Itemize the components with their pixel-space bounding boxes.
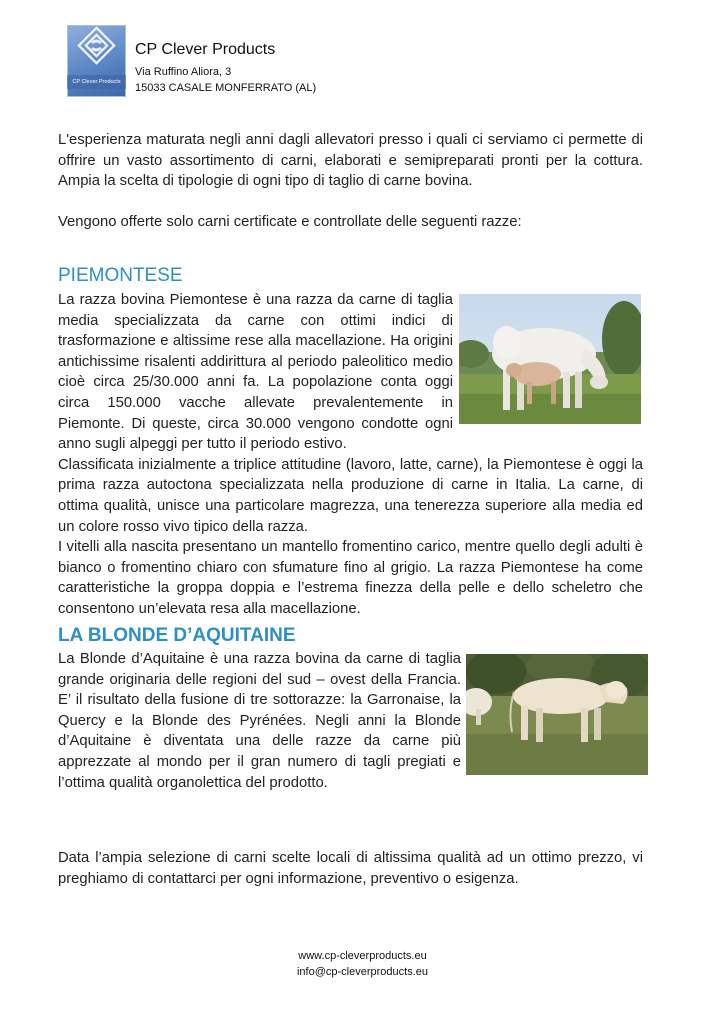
piemontese-paragraph-3: I vitelli alla nascita presentano un mantello fromentino carico, mentre quello degli adulti è bianco o fromentino chiaro con sfumature fino al grigio. La razza Piemontese ha come caratteristiche la groppa doppia e l’estrema finezza della pelle e dello scheletro che consentono un’elevata resa alla macellazione. xyxy=(58,539,643,617)
address-city: 15033 CASALE MONFERRATO (AL) xyxy=(135,82,317,94)
section-title-blonde: LA BLONDE D’AQUITAINE xyxy=(58,625,296,646)
intro-paragraph: L'esperienza maturata negli anni dagli allevatori presso i quali ci serviamo ci permette di offrire un vasto assortimento di carni, elaborati e semipreparati pronti per la cottura. Ampia la scelta di tipologie di ogni tipo di taglio di carne bovina. xyxy=(58,132,643,190)
piemontese-paragraph-1: La razza bovina Piemontese è una razza da carne di taglia media specializzata da carne con ottimi indici di trasformazione e altissime rese alla macellazione. Ha origini antichissime risalenti addirittura al periodo paleolitico medio cioè circa 25/30.000 anni fa. La popolazione conta oggi circa 150.000 vacche allevate prevalentemente in Piemonte. Di queste, circa 30.000 vengono condotte ogni anno sugli alpeggi per tutto il periodo estivo. xyxy=(58,292,453,453)
logo-text: CP Clever Products xyxy=(72,79,121,85)
intro-subline: Vengono offerte solo carni certificate e controllate delle seguenti razze: xyxy=(58,214,522,230)
section-title-piemontese: PIEMONTESE xyxy=(58,265,183,286)
piemontese-cow-photo xyxy=(459,294,641,424)
logo-mark-icon xyxy=(67,25,126,97)
address-street: Via Ruffino Aliora, 3 xyxy=(135,66,232,78)
company-logo xyxy=(67,25,126,97)
company-name: CP Clever Products xyxy=(135,41,276,58)
piemontese-paragraph-2: Classificata inizialmente a triplice attitudine (lavoro, latte, carne), la Piemontese è oggi la prima razza autoctona specializzata nella produzione di carne in Italia. La carne, di ottima qualità, unisce una particolare magrezza, una tenerezza superiore alla media ed un colore rosso vivo tipico della razza. xyxy=(58,456,643,535)
closing-paragraph: Data l’ampia selezione di carni scelte locali di altissima qualità ad un ottimo prezzo, vi preghiamo di contattarci per ogni informazione, preventivo o esigenza. xyxy=(58,850,643,887)
footer-website[interactable]: www.cp-cleverproducts.eu xyxy=(298,950,427,962)
blonde-cow-photo xyxy=(466,654,648,775)
footer-email[interactable]: info@cp-cleverproducts.eu xyxy=(296,966,428,978)
blonde-paragraph: La Blonde d’Aquitaine è una razza bovina da carne di taglia grande originaria delle regioni del sud – ovest della Francia. E’ il risultato della fusione di tre sottorazze: la Garronaise, la Quercy e la Blonde des Pyrénées. Negli anni la Blonde d’Aquitaine è diventata una delle razze da carne più apprezzate al mondo per il gran numero di tagli pregiati e l’ottima qualità organolettica del prodotto. xyxy=(58,651,461,791)
